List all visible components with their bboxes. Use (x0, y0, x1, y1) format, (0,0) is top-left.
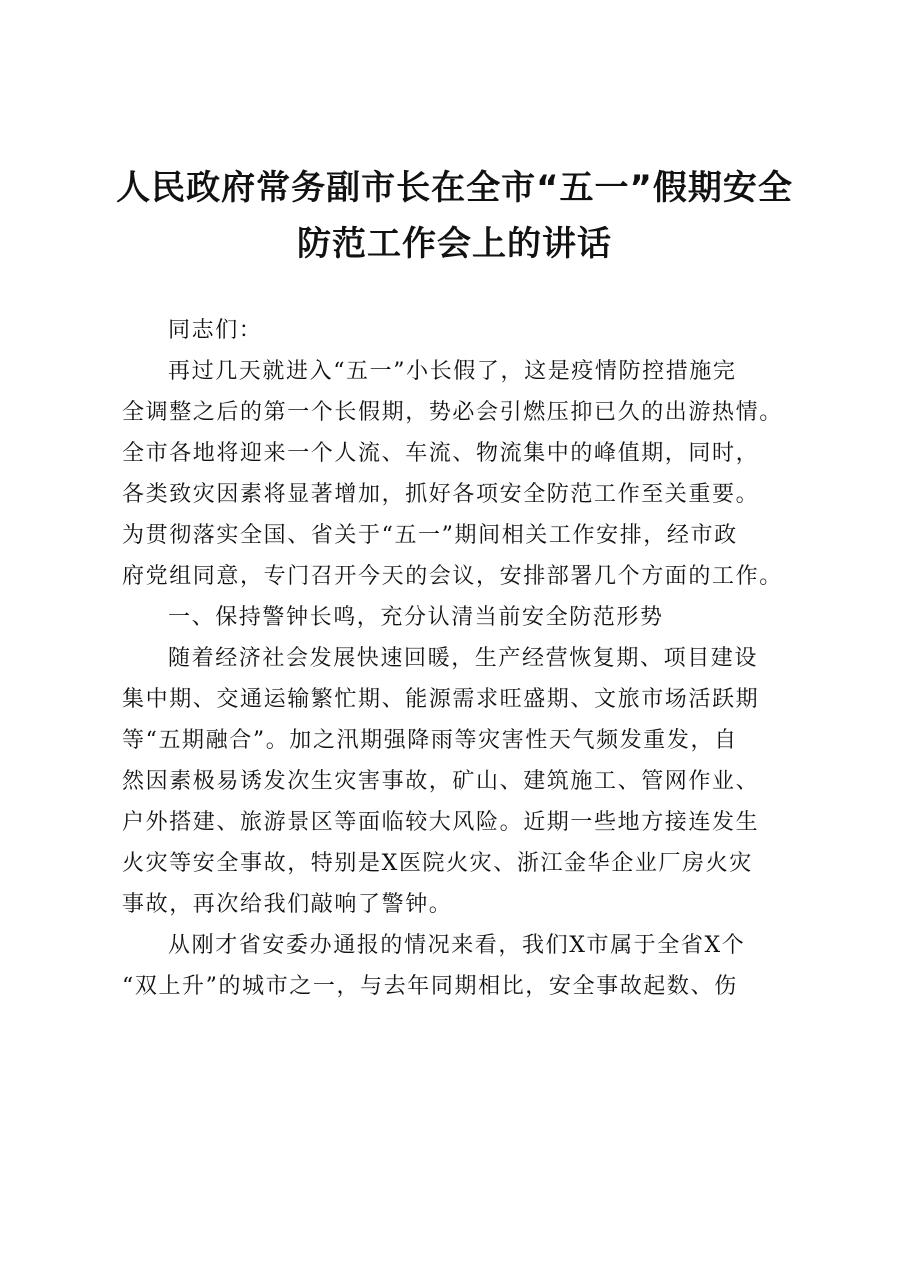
paragraph-line: “双上升”的城市之一，与去年同期相比，安全事故起数、伤 (122, 974, 738, 999)
paragraph-line: 再过几天就进入“五一”小长假了，这是疫情防控措施完 (168, 359, 737, 384)
paragraph-line: 全调整之后的第一个长假期，势必会引燃压抑已久的出游热情。 (122, 400, 783, 425)
title-line-1: 人民政府常务副市长在全市“五一”假期安全 (116, 168, 793, 208)
paragraph-line: 全市各地将迎来一个人流、车流、物流集中的峰值期，同时， (122, 441, 760, 466)
paragraph-line: 集中期、交通运输繁忙期、能源需求旺盛期、文旅市场活跃期 (122, 687, 760, 712)
paragraph-line: 各类致灾因素将显著增加，抓好各项安全防范工作至关重要。 (122, 482, 760, 507)
section-heading: 一、保持警钟长鸣，充分认清当前安全防范形势 (168, 605, 664, 630)
title-line-2: 防范工作会上的讲话 (297, 224, 612, 264)
paragraph-line: 户外搭建、旅游景区等面临较大风险。近期一些地方接连发生 (122, 810, 760, 835)
paragraph-line: 等“五期融合”。加之汛期强降雨等灾害性天气频发重发，自 (122, 728, 738, 753)
salutation: 同志们： (168, 318, 263, 343)
paragraph-line: 从刚才省安委办通报的情况来看，我们X市属于全省X个 (168, 933, 746, 958)
paragraph-line: 火灾等安全事故，特别是X医院火灾、浙江金华企业厂房火灾 (122, 851, 753, 876)
paragraph-line: 随着经济社会发展快速回暖，生产经营恢复期、项目建设 (168, 646, 759, 671)
document-title (100, 160, 809, 272)
paragraph-line: 事故，再次给我们敲响了警钟。 (122, 892, 453, 917)
paragraph-line: 府党组同意，专门召开今天的会议，安排部署几个方面的工作。 (122, 564, 783, 589)
paragraph-line: 为贯彻落实全国、省关于“五一”期间相关工作安排，经市政 (122, 523, 738, 548)
paragraph-line: 然因素极易诱发次生灾害事故，矿山、建筑施工、管网作业、 (122, 769, 760, 794)
document-body (122, 310, 822, 1007)
